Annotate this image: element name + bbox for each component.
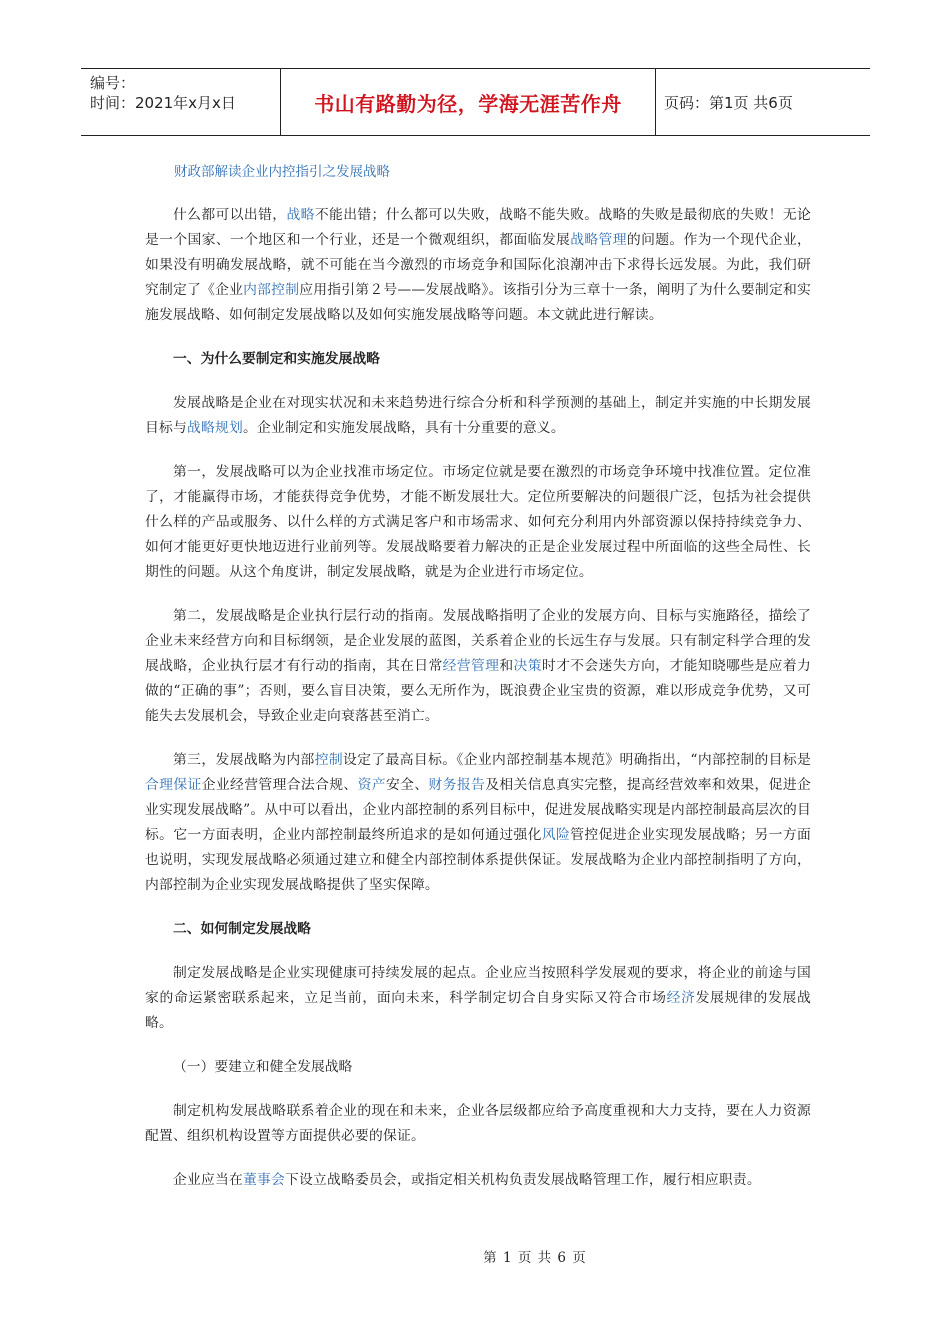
page-footer <box>0 1246 950 1266</box>
link-dongshihui[interactable]: 董事会 <box>242 1172 285 1188</box>
link-caiwu-baogao[interactable]: 财务报告 <box>428 777 486 793</box>
link-jingying-guanli[interactable]: 经营管理 <box>442 658 500 674</box>
link-jingji[interactable]: 经济 <box>666 990 696 1006</box>
paragraph-intro: 什么都可以出错，战略不能出错；什么都可以失败，战略不能失败。战略的失败是最彻底的失败！无论是一个国家、一个地区和一个行业，还是一个微观组织，都面临发展战略管理的问题。作为一个现代企业，如果没有明确发展战略，就不可能在当今激烈的市场竞争和国际化浪潮冲击下求得长远发展。为此，我们研究制定了《企业内部控制应用指引第２号——发展战略》。该指引分为三章十一条，阐明了为什么要制定和实施发展战略、如何制定发展战略以及如何实施发展战略等问题。本文就此进行解读。 <box>145 207 811 323</box>
paragraph-definition: 发展战略是企业在对现实状况和未来趋势进行综合分析和科学预测的基础上，制定并实施的中长期发展目标与战略规划。企业制定和实施发展战略，具有十分重要的意义。 <box>145 395 811 436</box>
time-label: 时间：2021年x月x日 <box>90 94 236 112</box>
header-motto: 书山有路勤为径，学海无涯苦作舟 <box>281 69 656 135</box>
link-zhanlue[interactable]: 战略 <box>286 207 315 223</box>
header-page-info: 页码：第1页 共6页 <box>664 93 793 112</box>
subsection-heading-1: （一）要建立和健全发展战略 <box>173 1059 353 1075</box>
link-heli-baozheng[interactable]: 合理保证 <box>145 777 202 793</box>
number-label: 编号： <box>90 74 136 92</box>
paragraph-third: 第三，发展战略为内部控制设定了最高目标。《企业内部控制基本规范》明确指出，“内部控制的目标是合理保证企业经营管理合法合规、资产安全、财务报告及相关信息真实完整，提高经营效率和效果，促进企业实现发展战略”。从中可以看出，企业内部控制的系列目标中，促进发展战略实现是内部控制最高层次的目标。它一方面表明，企业内部控制最终所追求的是如何通过强化风险管控促进企业实现发展战略；另一方面也说明，实现发展战略必须通过建立和健全内部控制体系提供保证。发展战略为企业内部控制指明了方向，内部控制为企业实现发展战略提供了坚实保障。 <box>145 752 812 893</box>
page-header <box>81 68 870 136</box>
link-kongzhi[interactable]: 控制 <box>314 752 344 768</box>
document-title: 财政部解读企业内控指引之发展战略 <box>174 164 390 180</box>
paragraph-how: 制定发展战略是企业实现健康可持续发展的起点。企业应当按照科学发展观的要求，将企业的前途与国家的命运紧密联系起来，立足当前，面向未来，科学制定切合自身实际又符合市场经济发展规律的发展战略。 <box>145 965 811 1031</box>
section-heading-1: 一、为什么要制定和实施发展战略 <box>173 351 380 367</box>
link-zhanlue-guihua[interactable]: 战略规划 <box>187 420 243 436</box>
footer-page-number: 第 1 页 共 6 页 <box>483 1250 587 1266</box>
paragraph-first: 第一，发展战略可以为企业找准市场定位。市场定位就是要在激烈的市场竞争环境中找准位置。定位准了，才能赢得市场，才能获得竞争优势，才能不断发展壮大。定位所要解决的问题很广泛，包括为社会提供什么样的产品或服务、以什么样的方式满足客户和市场需求、如何充分利用内外部资源以保持持续竞争力、如何才能更好更快地迈进行业前列等。发展战略要着力解决的正是企业发展过程中所面临的这些全局性、长期性的问题。从这个角度讲，制定发展战略，就是为企业进行市场定位。 <box>145 464 811 580</box>
section-heading-2: 二、如何制定发展战略 <box>173 921 311 937</box>
paragraph-organization: 制定机构发展战略联系着企业的现在和未来，企业各层级都应给予高度重视和大力支持，要在人力资源配置、组织机构设置等方面提供必要的保证。 <box>145 1103 811 1144</box>
link-neibu-kongzhi[interactable]: 内部控制 <box>243 282 300 298</box>
link-fengxian[interactable]: 风险 <box>541 827 571 843</box>
paragraph-second: 第二，发展战略是企业执行层行动的指南。发展战略指明了企业的发展方向、目标与实施路径，描绘了企业未来经营方向和目标纲领，是企业发展的蓝图，关系着企业的长远生存与发展。只有制定科学合理的发展战略，企业执行层才有行动的指南，其在日常经营管理和决策时才不会迷失方向，才能知晓哪些是应着力做的“正确的事”；否则，要么盲目决策，要么无所作为，既浪费企业宝贵的资源，难以形成竞争优势，又可能失去发展机会，导致企业走向衰落甚至消亡。 <box>145 608 812 724</box>
paragraph-committee: 企业应当在董事会下设立战略委员会，或指定相关机构负责发展战略管理工作，履行相应职责。 <box>173 1172 761 1188</box>
link-juece[interactable]: 决策 <box>513 658 542 674</box>
header-meta <box>81 69 281 135</box>
link-zichan[interactable]: 资产 <box>357 777 386 793</box>
document-body <box>145 203 811 1212</box>
link-zhanlue-guanli[interactable]: 战略管理 <box>570 232 627 248</box>
